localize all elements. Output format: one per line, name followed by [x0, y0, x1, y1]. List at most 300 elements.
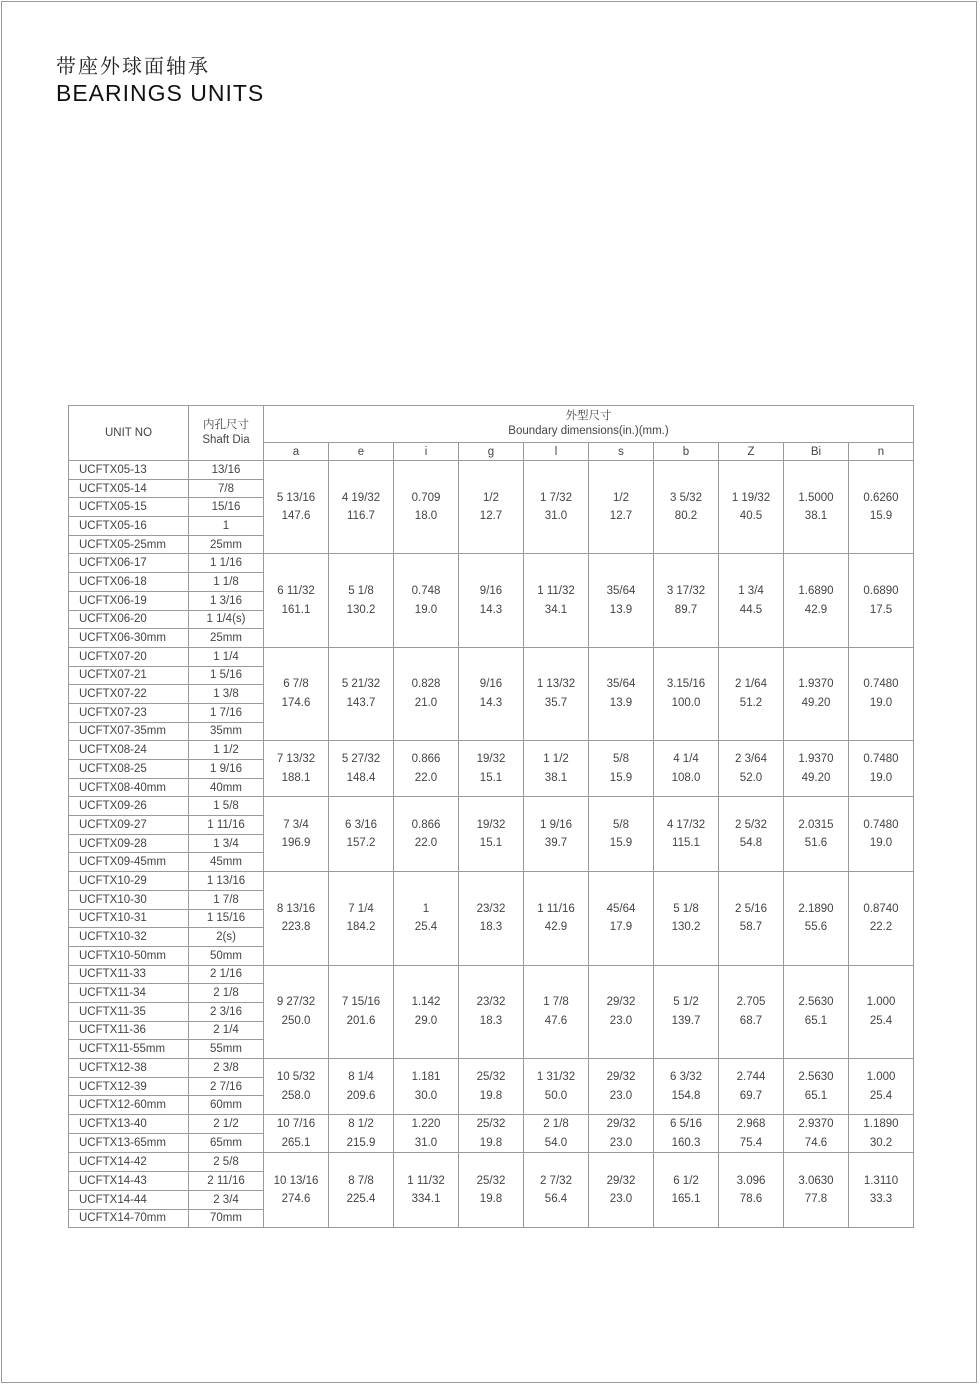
dimension-mm: 19.8 — [479, 1089, 503, 1102]
dimension-mm: 23.0 — [609, 1193, 633, 1206]
dimension-mm: 139.7 — [671, 1014, 701, 1027]
dimension-cell-z — [719, 554, 784, 647]
dimension-mm: 148.4 — [346, 771, 376, 784]
dimension-cell-l — [524, 872, 589, 965]
table-row — [69, 461, 914, 480]
header-shaft-cn: 内孔尺寸 — [203, 419, 249, 431]
dimension-mm: 55.6 — [804, 921, 828, 934]
dimension-cell-n — [849, 1059, 914, 1115]
column-header-g: g — [459, 443, 524, 461]
dimension-mm: 15.9 — [609, 771, 633, 784]
dimension-mm: 15.9 — [869, 510, 893, 523]
dimension-cell-z — [719, 872, 784, 965]
shaft-dia-cell: 65mm — [189, 1134, 264, 1153]
unit-no-cell: UCFTX09-27 — [69, 816, 189, 835]
dimension-cell-s — [589, 872, 654, 965]
unit-no-cell: UCFTX06-17 — [69, 554, 189, 573]
shaft-dia-cell: 1 7/8 — [189, 890, 264, 909]
unit-no-cell: UCFTX11-36 — [69, 1021, 189, 1040]
shaft-dia-cell: 2 3/4 — [189, 1190, 264, 1209]
dimension-cell-bi — [784, 965, 849, 1058]
dimension-inch: 6 1/2 — [673, 1174, 699, 1187]
dimension-cell-bi — [784, 741, 849, 797]
dimension-cell-bi — [784, 872, 849, 965]
dimension-cell-b — [654, 872, 719, 965]
dimension-inch: 3.0630 — [798, 1174, 834, 1187]
dimension-cell-e — [329, 1115, 394, 1153]
unit-no-cell: UCFTX06-20 — [69, 610, 189, 629]
dimension-inch: 1/2 — [483, 491, 499, 504]
dimension-mm: 30.0 — [414, 1089, 438, 1102]
dimension-cell-s — [589, 461, 654, 554]
dimension-cell-s — [589, 1059, 654, 1115]
dimension-inch: 8 7/8 — [348, 1174, 374, 1187]
dimension-cell-bi — [784, 1115, 849, 1153]
unit-no-cell: UCFTX12-39 — [69, 1077, 189, 1096]
shaft-dia-cell: 1 3/8 — [189, 685, 264, 704]
dimension-cell-i — [394, 1059, 459, 1115]
dimension-cell-l — [524, 797, 589, 872]
dimension-inch: 2.5630 — [798, 996, 834, 1009]
unit-no-cell: UCFTX07-21 — [69, 666, 189, 685]
dimension-mm: 49.20 — [801, 697, 831, 710]
dimension-cell-s — [589, 1115, 654, 1153]
shaft-dia-cell: 2 1/4 — [189, 1021, 264, 1040]
shaft-dia-cell: 15/16 — [189, 498, 264, 517]
dimension-mm: 18.3 — [479, 1014, 503, 1027]
dimension-cell-n — [849, 554, 914, 647]
unit-no-cell: UCFTX09-45mm — [69, 853, 189, 872]
dimension-inch: 2.744 — [736, 1070, 766, 1083]
dimension-cell-a — [264, 1059, 329, 1115]
dimension-inch: 1 11/16 — [537, 902, 575, 915]
dimension-cell-l — [524, 647, 589, 740]
dimension-cell-e — [329, 1059, 394, 1115]
shaft-dia-cell: 55mm — [189, 1040, 264, 1059]
dimension-mm: 15.1 — [479, 837, 503, 850]
dimension-cell-g — [459, 1153, 524, 1228]
dimension-cell-l — [524, 1059, 589, 1115]
dimension-mm: 89.7 — [674, 603, 698, 616]
dimension-cell-i — [394, 461, 459, 554]
dimension-mm: 19.0 — [869, 697, 893, 710]
header-boundary-cn: 外型尺寸 — [565, 410, 612, 422]
dimension-mm: 225.4 — [346, 1193, 376, 1206]
dimension-mm: 25.4 — [869, 1014, 893, 1027]
dimension-cell-s — [589, 554, 654, 647]
dimension-inch: 23/32 — [476, 996, 506, 1009]
dimension-inch: 23/32 — [476, 902, 506, 915]
dimension-mm: 13.9 — [609, 697, 633, 710]
table-row — [69, 1115, 914, 1134]
dimension-mm: 165.1 — [671, 1193, 701, 1206]
dimension-cell-a — [264, 797, 329, 872]
header-shaft-dia — [189, 406, 264, 461]
dimension-inch: 8 1/2 — [348, 1118, 374, 1131]
dimension-inch: 5 1/8 — [673, 902, 699, 915]
dimension-cell-g — [459, 1115, 524, 1153]
dimension-inch: 5 1/8 — [348, 584, 374, 597]
header-unit-no: UNIT NO — [69, 406, 189, 461]
dimension-cell-l — [524, 965, 589, 1058]
dimension-inch: 19/32 — [476, 753, 506, 766]
table-row — [69, 647, 914, 666]
dimension-cell-g — [459, 647, 524, 740]
dimension-mm: 100.0 — [671, 697, 701, 710]
unit-no-cell: UCFTX14-43 — [69, 1172, 189, 1191]
dimension-mm: 25.4 — [414, 921, 438, 934]
dimension-mm: 258.0 — [281, 1089, 311, 1102]
shaft-dia-cell: 25mm — [189, 629, 264, 648]
shaft-dia-cell: 1 7/16 — [189, 703, 264, 722]
dimension-inch: 5 21/32 — [341, 678, 381, 691]
dimension-cell-b — [654, 1153, 719, 1228]
dimension-mm: 143.7 — [346, 697, 376, 710]
shaft-dia-cell: 2 11/16 — [189, 1172, 264, 1191]
dimension-mm: 21.0 — [414, 697, 438, 710]
dimension-cell-a — [264, 554, 329, 647]
dimension-mm: 34.1 — [544, 603, 568, 616]
dimension-mm: 49.20 — [801, 771, 831, 784]
unit-no-cell: UCFTX08-24 — [69, 741, 189, 760]
shaft-dia-cell: 2 1/8 — [189, 984, 264, 1003]
dimension-mm: 54.8 — [739, 837, 763, 850]
shaft-dia-cell: 1 1/4(s) — [189, 610, 264, 629]
dimension-mm: 58.7 — [739, 921, 763, 934]
dimension-mm: 77.8 — [804, 1193, 828, 1206]
dimension-cell-bi — [784, 647, 849, 740]
table-row — [69, 1153, 914, 1172]
unit-no-cell: UCFTX10-29 — [69, 872, 189, 891]
dimension-cell-z — [719, 965, 784, 1058]
column-header-bi: Bi — [784, 443, 849, 461]
dimension-inch: 1.000 — [866, 1070, 896, 1083]
dimension-mm: 15.9 — [609, 837, 633, 850]
dimension-cell-g — [459, 797, 524, 872]
dimension-cell-z — [719, 461, 784, 554]
dimension-mm: 250.0 — [281, 1014, 311, 1027]
dimension-inch: 25/32 — [476, 1118, 506, 1131]
dimension-cell-l — [524, 461, 589, 554]
dimension-inch: 0.7480 — [863, 753, 899, 766]
dimension-inch: 2 5/32 — [735, 818, 767, 831]
dimension-mm: 80.2 — [674, 510, 698, 523]
dimension-cell-g — [459, 741, 524, 797]
dimension-inch: 25/32 — [476, 1174, 506, 1187]
dimension-cell-s — [589, 1153, 654, 1228]
column-header-a: a — [264, 443, 329, 461]
dimension-inch: 0.7480 — [863, 678, 899, 691]
dimension-inch: 25/32 — [476, 1070, 506, 1083]
dimension-inch: 3.096 — [736, 1174, 766, 1187]
dimension-inch: 0.748 — [411, 584, 441, 597]
dimension-cell-g — [459, 872, 524, 965]
dimension-mm: 17.5 — [869, 603, 893, 616]
dimension-mm: 274.6 — [281, 1193, 311, 1206]
dimension-cell-n — [849, 1153, 914, 1228]
dimension-inch: 1 — [422, 902, 430, 915]
dimension-mm: 23.0 — [609, 1014, 633, 1027]
dimension-cell-n — [849, 965, 914, 1058]
dimension-mm: 44.5 — [739, 603, 763, 616]
dimension-inch: 8 1/4 — [348, 1070, 374, 1083]
dimension-mm: 22.0 — [414, 837, 438, 850]
dimension-cell-z — [719, 1059, 784, 1115]
dimension-mm: 161.1 — [281, 603, 311, 616]
dimension-mm: 22.0 — [414, 771, 438, 784]
table-row — [69, 741, 914, 760]
column-header-i: i — [394, 443, 459, 461]
dimension-inch: 1.9370 — [798, 678, 834, 691]
dimension-mm: 19.8 — [479, 1193, 503, 1206]
dimension-inch: 0.6890 — [863, 584, 899, 597]
unit-no-cell: UCFTX10-50mm — [69, 946, 189, 965]
dimension-inch: 10 7/16 — [276, 1118, 316, 1131]
table-row — [69, 554, 914, 573]
dimension-cell-z — [719, 741, 784, 797]
dimension-mm: 33.3 — [869, 1193, 893, 1206]
dimension-inch: 0.866 — [411, 818, 441, 831]
dimension-cell-n — [849, 647, 914, 740]
unit-no-cell: UCFTX10-31 — [69, 909, 189, 928]
column-header-s: s — [589, 443, 654, 461]
table-row — [69, 1059, 914, 1078]
column-header-e: e — [329, 443, 394, 461]
dimension-inch: 5/8 — [613, 753, 629, 766]
dimension-cell-s — [589, 741, 654, 797]
dimension-mm: 54.0 — [544, 1136, 568, 1149]
dimension-cell-e — [329, 741, 394, 797]
unit-no-cell: UCFTX06-19 — [69, 591, 189, 610]
dimension-mm: 201.6 — [346, 1014, 376, 1027]
dimension-mm: 223.8 — [281, 921, 311, 934]
dimension-inch: 0.7480 — [863, 818, 899, 831]
unit-no-cell: UCFTX07-20 — [69, 647, 189, 666]
shaft-dia-cell: 1 1/4 — [189, 647, 264, 666]
dimension-inch: 1 11/32 — [537, 584, 575, 597]
unit-no-cell: UCFTX10-32 — [69, 928, 189, 947]
dimension-inch: 1/2 — [613, 491, 629, 504]
dimension-inch: 0.709 — [411, 491, 441, 504]
dimension-cell-z — [719, 1153, 784, 1228]
bearing-spec-table — [68, 405, 914, 1228]
dimension-mm: 65.1 — [804, 1014, 828, 1027]
dimension-inch: 29/32 — [606, 996, 636, 1009]
dimension-inch: 1 11/32 — [407, 1174, 445, 1187]
dimension-mm: 31.0 — [414, 1136, 438, 1149]
dimension-mm: 17.9 — [609, 921, 633, 934]
dimension-mm: 18.3 — [479, 921, 503, 934]
dimension-inch: 1.1890 — [863, 1118, 899, 1131]
shaft-dia-cell: 50mm — [189, 946, 264, 965]
dimension-cell-i — [394, 741, 459, 797]
dimension-inch: 1.3110 — [863, 1174, 899, 1187]
dimension-cell-b — [654, 461, 719, 554]
dimension-cell-e — [329, 554, 394, 647]
dimension-mm: 334.1 — [411, 1193, 441, 1206]
dimension-mm: 22.2 — [869, 921, 893, 934]
shaft-dia-cell: 1 1/2 — [189, 741, 264, 760]
dimension-inch: 1.9370 — [798, 753, 834, 766]
dimension-mm: 116.7 — [347, 510, 375, 523]
dimension-mm: 30.2 — [869, 1136, 893, 1149]
unit-no-cell: UCFTX14-44 — [69, 1190, 189, 1209]
dimension-inch: 6 5/16 — [670, 1118, 702, 1131]
dimension-inch: 2 3/64 — [735, 753, 767, 766]
dimension-mm: 19.0 — [414, 603, 438, 616]
dimension-cell-i — [394, 965, 459, 1058]
dimension-cell-bi — [784, 1153, 849, 1228]
dimension-inch: 4 17/32 — [666, 818, 706, 831]
dimension-cell-i — [394, 647, 459, 740]
unit-no-cell: UCFTX12-38 — [69, 1059, 189, 1078]
shaft-dia-cell: 1 3/16 — [189, 591, 264, 610]
dimension-inch: 7 13/32 — [276, 753, 316, 766]
dimension-mm: 51.6 — [804, 837, 828, 850]
dimension-inch: 9 27/32 — [276, 996, 316, 1009]
dimension-cell-b — [654, 965, 719, 1058]
shaft-dia-cell: 60mm — [189, 1096, 264, 1115]
unit-no-cell: UCFTX11-34 — [69, 984, 189, 1003]
dimension-inch: 2 7/32 — [540, 1174, 572, 1187]
dimension-inch: 1 19/32 — [731, 491, 771, 504]
dimension-inch: 1.181 — [411, 1070, 441, 1083]
dimension-inch: 35/64 — [606, 584, 636, 597]
dimension-mm: 52.0 — [739, 771, 763, 784]
unit-no-cell: UCFTX05-14 — [69, 479, 189, 498]
dimension-cell-g — [459, 965, 524, 1058]
dimension-cell-i — [394, 872, 459, 965]
dimension-inch: 0.8740 — [863, 902, 899, 915]
dimension-cell-z — [719, 797, 784, 872]
dimension-cell-s — [589, 797, 654, 872]
unit-no-cell: UCFTX14-70mm — [69, 1209, 189, 1228]
unit-no-cell: UCFTX05-16 — [69, 517, 189, 536]
dimension-cell-n — [849, 741, 914, 797]
dimension-inch: 2.705 — [736, 996, 766, 1009]
dimension-cell-n — [849, 872, 914, 965]
column-header-n: n — [849, 443, 914, 461]
dimension-inch: 1.142 — [411, 996, 441, 1009]
dimension-inch: 2.968 — [736, 1118, 766, 1131]
dimension-inch: 3 17/32 — [666, 584, 706, 597]
dimension-inch: 1 31/32 — [536, 1070, 576, 1083]
unit-no-cell: UCFTX06-30mm — [69, 629, 189, 648]
dimension-mm: 196.9 — [281, 837, 311, 850]
dimension-cell-l — [524, 1153, 589, 1228]
dimension-mm: 38.1 — [544, 771, 568, 784]
dimension-inch: 2.0315 — [798, 818, 834, 831]
dimension-cell-b — [654, 647, 719, 740]
dimension-cell-bi — [784, 461, 849, 554]
dimension-inch: 29/32 — [606, 1174, 636, 1187]
unit-no-cell: UCFTX08-25 — [69, 760, 189, 779]
dimension-inch: 9/16 — [479, 584, 503, 597]
shaft-dia-cell: 1 15/16 — [189, 909, 264, 928]
dimension-mm: 25.4 — [869, 1089, 893, 1102]
dimension-cell-a — [264, 1115, 329, 1153]
unit-no-cell: UCFTX12-60mm — [69, 1096, 189, 1115]
dimension-mm: 75.4 — [739, 1136, 763, 1149]
dimension-cell-i — [394, 1153, 459, 1228]
shaft-dia-cell: 2(s) — [189, 928, 264, 947]
shaft-dia-cell: 1 1/16 — [189, 554, 264, 573]
dimension-mm: 18.0 — [414, 510, 438, 523]
table-row — [69, 872, 914, 891]
dimension-cell-a — [264, 1153, 329, 1228]
dimension-cell-b — [654, 1059, 719, 1115]
title-chinese: 带座外球面轴承 — [56, 54, 210, 78]
unit-no-cell: UCFTX07-35mm — [69, 722, 189, 741]
dimension-cell-e — [329, 461, 394, 554]
column-header-z: Z — [719, 443, 784, 461]
dimension-cell-g — [459, 554, 524, 647]
dimension-inch: 1.5000 — [798, 491, 834, 504]
dimension-mm: 35.7 — [544, 697, 568, 710]
shaft-dia-cell: 45mm — [189, 853, 264, 872]
unit-no-cell: UCFTX13-65mm — [69, 1134, 189, 1153]
dimension-inch: 3 5/32 — [670, 491, 702, 504]
dimension-mm: 50.0 — [544, 1089, 568, 1102]
dimension-cell-i — [394, 797, 459, 872]
dimension-inch: 6 7/8 — [283, 678, 309, 691]
dimension-cell-n — [849, 797, 914, 872]
unit-no-cell: UCFTX11-33 — [69, 965, 189, 984]
dimension-inch: 2.1890 — [798, 902, 834, 915]
dimension-cell-g — [459, 461, 524, 554]
dimension-inch: 5 1/2 — [673, 996, 699, 1009]
dimension-mm: 19.0 — [869, 771, 893, 784]
shaft-dia-cell: 1 3/4 — [189, 834, 264, 853]
dimension-inch: 0.828 — [411, 678, 441, 691]
dimension-cell-l — [524, 741, 589, 797]
dimension-mm: 29.0 — [414, 1014, 438, 1027]
dimension-cell-a — [264, 965, 329, 1058]
dimension-mm: 130.2 — [346, 603, 376, 616]
dimension-mm: 39.7 — [544, 837, 568, 850]
dimension-mm: 154.8 — [671, 1089, 701, 1102]
dimension-cell-n — [849, 461, 914, 554]
shaft-dia-cell: 7/8 — [189, 479, 264, 498]
dimension-cell-g — [459, 1059, 524, 1115]
shaft-dia-cell: 40mm — [189, 778, 264, 797]
header-boundary-dimensions — [264, 406, 914, 443]
shaft-dia-cell: 2 5/8 — [189, 1153, 264, 1172]
unit-no-cell: UCFTX07-23 — [69, 703, 189, 722]
dimension-mm: 14.3 — [479, 603, 503, 616]
shaft-dia-cell: 35mm — [189, 722, 264, 741]
dimension-inch: 7 15/16 — [341, 996, 381, 1009]
dimension-cell-i — [394, 1115, 459, 1153]
dimension-inch: 1.6890 — [798, 584, 834, 597]
unit-no-cell: UCFTX08-40mm — [69, 778, 189, 797]
shaft-dia-cell: 1 5/16 — [189, 666, 264, 685]
dimension-inch: 0.6260 — [863, 491, 899, 504]
dimension-cell-z — [719, 647, 784, 740]
dimension-mm: 68.7 — [739, 1014, 763, 1027]
dimension-inch: 29/32 — [606, 1070, 636, 1083]
dimension-mm: 15.1 — [479, 771, 503, 784]
dimension-inch: 0.866 — [411, 753, 441, 766]
dimension-inch: 1 3/4 — [738, 584, 764, 597]
unit-no-cell: UCFTX06-18 — [69, 573, 189, 592]
dimension-inch: 10 5/32 — [276, 1070, 316, 1083]
dimension-cell-i — [394, 554, 459, 647]
shaft-dia-cell: 1 — [189, 517, 264, 536]
title-english: BEARINGS UNITS — [56, 80, 265, 106]
dimension-mm: 130.2 — [671, 921, 701, 934]
dimension-cell-bi — [784, 797, 849, 872]
